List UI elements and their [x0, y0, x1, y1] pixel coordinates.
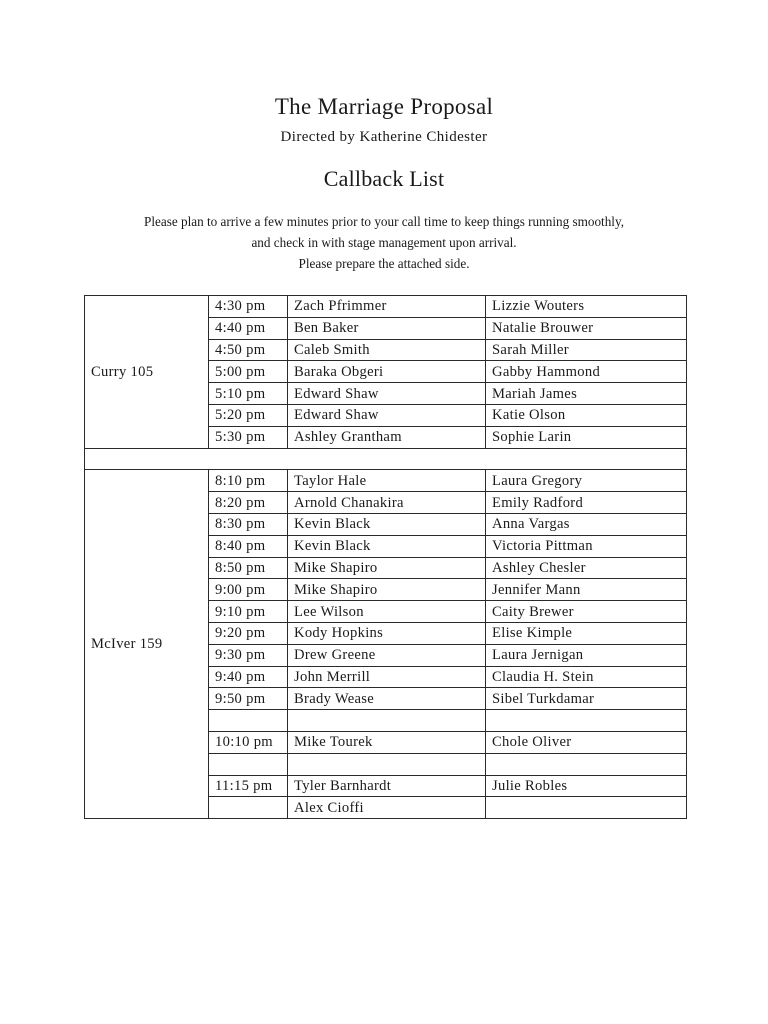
actor-a-cell: [288, 710, 486, 732]
actor-a-cell: Baraka Obgeri: [288, 361, 486, 383]
location-cell: Curry 105: [85, 296, 209, 449]
actor-a-cell: Brady Wease: [288, 688, 486, 710]
actor-a-cell: [288, 753, 486, 775]
instruction-line: Please plan to arrive a few minutes prior to your call time to keep things running smoothly,: [143, 214, 625, 229]
time-cell: 9:00 pm: [209, 579, 288, 601]
time-cell: 8:10 pm: [209, 470, 288, 492]
actor-a-cell: Lee Wilson: [288, 601, 486, 623]
actor-a-cell: Kevin Black: [288, 535, 486, 557]
actor-a-cell: John Merrill: [288, 666, 486, 688]
actor-a-cell: Kevin Black: [288, 513, 486, 535]
actor-a-cell: Ashley Grantham: [288, 426, 486, 448]
time-cell: 9:10 pm: [209, 601, 288, 623]
time-cell: 11:15 pm: [209, 775, 288, 797]
actor-b-cell: Elise Kimple: [486, 622, 687, 644]
actor-b-cell: Jennifer Mann: [486, 579, 687, 601]
actor-a-cell: Mike Shapiro: [288, 579, 486, 601]
time-cell: 9:30 pm: [209, 644, 288, 666]
actor-b-cell: Caity Brewer: [486, 601, 687, 623]
instructions: [60, 211, 708, 274]
actor-b-cell: Emily Radford: [486, 492, 687, 514]
time-cell: 5:20 pm: [209, 404, 288, 426]
time-cell: 8:30 pm: [209, 513, 288, 535]
time-cell: 5:10 pm: [209, 383, 288, 405]
actor-b-cell: [486, 753, 687, 775]
time-cell: 4:50 pm: [209, 339, 288, 361]
actor-a-cell: Drew Greene: [288, 644, 486, 666]
location-cell: McIver 159: [85, 470, 209, 819]
actor-b-cell: Sibel Turkdamar: [486, 688, 687, 710]
actor-b-cell: Anna Vargas: [486, 513, 687, 535]
time-cell: 4:30 pm: [209, 296, 288, 318]
actor-a-cell: Edward Shaw: [288, 404, 486, 426]
time-cell: 8:40 pm: [209, 535, 288, 557]
actor-b-cell: Katie Olson: [486, 404, 687, 426]
actor-b-cell: Gabby Hammond: [486, 361, 687, 383]
time-cell: 5:30 pm: [209, 426, 288, 448]
time-cell: 8:20 pm: [209, 492, 288, 514]
page-title: The Marriage Proposal: [274, 94, 494, 119]
actor-a-cell: Edward Shaw: [288, 383, 486, 405]
actor-b-cell: [486, 710, 687, 732]
actor-b-cell: Sophie Larin: [486, 426, 687, 448]
actor-a-cell: Zach Pfrimmer: [288, 296, 486, 318]
time-cell: [209, 753, 288, 775]
actor-b-cell: Laura Jernigan: [486, 644, 687, 666]
time-cell: 9:40 pm: [209, 666, 288, 688]
schedule-row: [85, 470, 687, 492]
director-credit: Directed by Katherine Chidester: [280, 129, 488, 145]
actor-a-cell: Mike Tourek: [288, 731, 486, 753]
actor-b-cell: Laura Gregory: [486, 470, 687, 492]
schedule-row: [85, 296, 687, 318]
time-cell: 5:00 pm: [209, 361, 288, 383]
actor-b-cell: [486, 797, 687, 819]
actor-a-cell: Mike Shapiro: [288, 557, 486, 579]
callback-list-heading: Callback List: [323, 166, 445, 191]
actor-a-cell: Kody Hopkins: [288, 622, 486, 644]
actor-b-cell: Julie Robles: [486, 775, 687, 797]
section-spacer-row: [85, 448, 687, 470]
actor-a-cell: Arnold Chanakira: [288, 492, 486, 514]
actor-b-cell: Lizzie Wouters: [486, 296, 687, 318]
actor-a-cell: Ben Baker: [288, 317, 486, 339]
actor-b-cell: Natalie Brouwer: [486, 317, 687, 339]
instruction-line: and check in with stage management upon arrival.: [251, 235, 517, 250]
actor-a-cell: Tyler Barnhardt: [288, 775, 486, 797]
actor-b-cell: Chole Oliver: [486, 731, 687, 753]
time-cell: [209, 710, 288, 732]
time-cell: 4:40 pm: [209, 317, 288, 339]
time-cell: 10:10 pm: [209, 731, 288, 753]
section-spacer-cell: [85, 448, 687, 470]
instruction-line: Please prepare the attached side.: [298, 256, 470, 271]
actor-a-cell: Taylor Hale: [288, 470, 486, 492]
actor-b-cell: Ashley Chesler: [486, 557, 687, 579]
actor-a-cell: Caleb Smith: [288, 339, 486, 361]
time-cell: [209, 797, 288, 819]
callback-schedule-table: [84, 295, 687, 819]
actor-b-cell: Victoria Pittman: [486, 535, 687, 557]
time-cell: 8:50 pm: [209, 557, 288, 579]
time-cell: 9:20 pm: [209, 622, 288, 644]
actor-b-cell: Sarah Miller: [486, 339, 687, 361]
actor-b-cell: Mariah James: [486, 383, 687, 405]
actor-a-cell: Alex Cioffi: [288, 797, 486, 819]
time-cell: 9:50 pm: [209, 688, 288, 710]
actor-b-cell: Claudia H. Stein: [486, 666, 687, 688]
